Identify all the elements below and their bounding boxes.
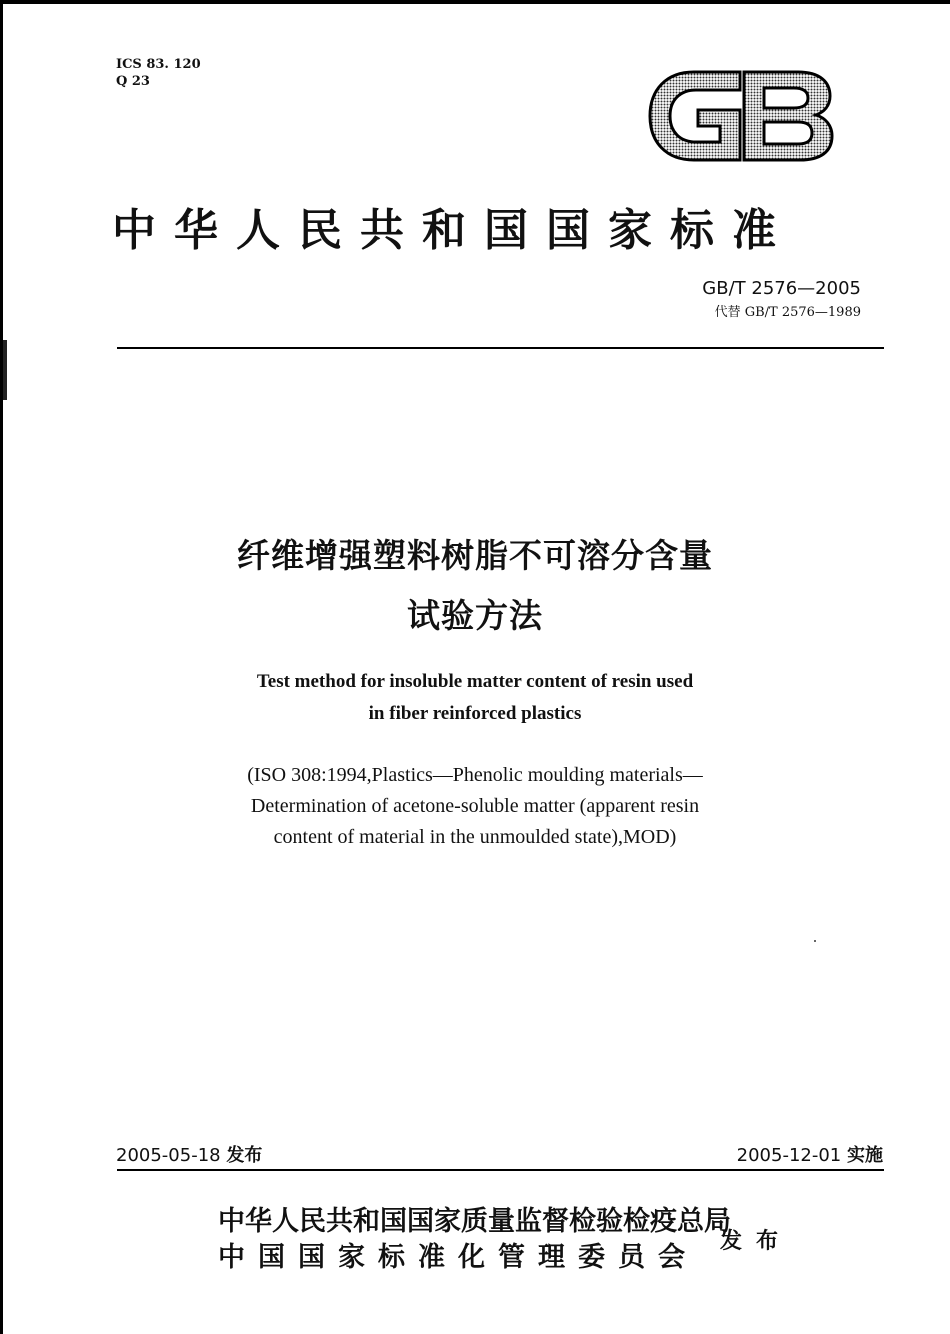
issuer-line-1: 中华人民共和国国家质量监督检验检疫总局	[218, 1206, 731, 1237]
scan-speck	[814, 940, 816, 942]
ccs-code: Q 23	[116, 74, 150, 89]
issuing-authorities	[218, 1204, 731, 1276]
issue-date: 2005-05-18	[116, 1145, 221, 1166]
top-edge	[0, 0, 950, 4]
classification-codes	[116, 56, 201, 90]
iso-reference-line-1: (ISO 308:1994,Plastics—Phenolic moulding materials—	[247, 764, 703, 786]
effective-date: 2005-12-01	[736, 1145, 842, 1166]
chinese-title-line-2: 试验方法	[407, 596, 543, 635]
issuer-line-2: 中国国家标准化管理委员会	[218, 1242, 698, 1273]
issue-label: 发布	[226, 1145, 263, 1166]
effective-label: 实施	[847, 1145, 883, 1166]
country-standard-title: 中华人民共和国国家标准	[112, 205, 794, 256]
standard-number: GB/T 2576—2005	[702, 278, 861, 299]
english-title-line-2: in fiber reinforced plastics	[368, 703, 582, 724]
iso-reference	[0, 760, 950, 853]
gb-logo-icon	[648, 70, 834, 162]
footer-divider	[117, 1169, 884, 1171]
ics-code: ICS 83. 120	[116, 57, 201, 72]
chinese-title-line-1: 纤维增强塑料树脂不可溶分含量	[237, 536, 713, 575]
scan-mark	[3, 340, 7, 400]
publish-label: 发布	[720, 1228, 793, 1254]
standard-number-block	[702, 278, 861, 320]
iso-reference-line-3: content of material in the unmoulded state),MOD)	[273, 826, 677, 848]
replaces-standard: 代替 GB/T 2576—1989	[714, 305, 861, 320]
issue-date-block	[116, 1141, 262, 1167]
iso-reference-line-2: Determination of acetone-soluble matter (apparent resin	[250, 795, 700, 817]
english-title	[0, 666, 950, 730]
header-divider	[117, 347, 884, 349]
english-title-line-1: Test method for insoluble matter content of resin used	[256, 671, 694, 692]
effective-date-block	[737, 1141, 883, 1167]
